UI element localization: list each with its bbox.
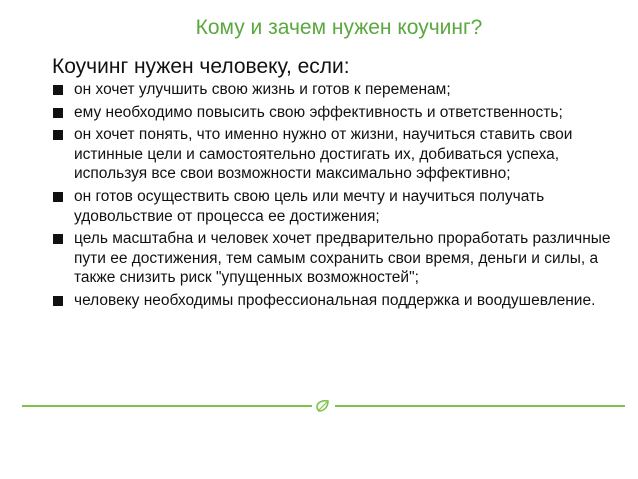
footer-divider-left — [22, 405, 312, 407]
square-bullet-icon — [53, 192, 63, 202]
leaf-emblem-icon — [314, 398, 332, 414]
bullet-text: человеку необходимы профессиональная поддержка и воодушевление. — [74, 291, 596, 309]
bullet-list — [52, 80, 622, 314]
square-bullet-icon — [53, 108, 63, 118]
square-bullet-icon — [53, 296, 63, 306]
list-item — [52, 125, 622, 184]
bullet-text: цель масштабна и человек хочет предварительно проработать различные пути ее достижения, тем самым сохранить свои время, деньги и силы, а также снизить риск "упущенных возможностей"; — [74, 230, 611, 287]
list-item — [52, 291, 622, 311]
list-item — [52, 80, 622, 100]
lead-text: Коучинг нужен человеку, если: — [52, 55, 350, 78]
bullet-text: он хочет понять, что именно нужно от жизни, научиться ставить свои истинные цели и самостоятельно достигать их, добиваться успеха, используя все свои возможности максимально эффективно; — [74, 126, 573, 183]
square-bullet-icon — [53, 130, 63, 140]
list-item — [52, 187, 622, 226]
slide-title: Кому и зачем нужен коучинг? — [195, 16, 483, 39]
square-bullet-icon — [53, 85, 63, 95]
list-item — [52, 229, 622, 288]
bullet-text: он готов осуществить свою цель или мечту и научиться получать удовольствие от процесса ее достижения; — [74, 187, 545, 225]
footer-divider-right — [335, 405, 625, 407]
bullet-text: ему необходимо повысить свою эффективность и ответственность; — [74, 103, 563, 121]
bullet-text: он хочет улучшить свою жизнь и готов к переменам; — [74, 81, 451, 98]
square-bullet-icon — [53, 234, 63, 244]
list-item — [52, 103, 622, 123]
